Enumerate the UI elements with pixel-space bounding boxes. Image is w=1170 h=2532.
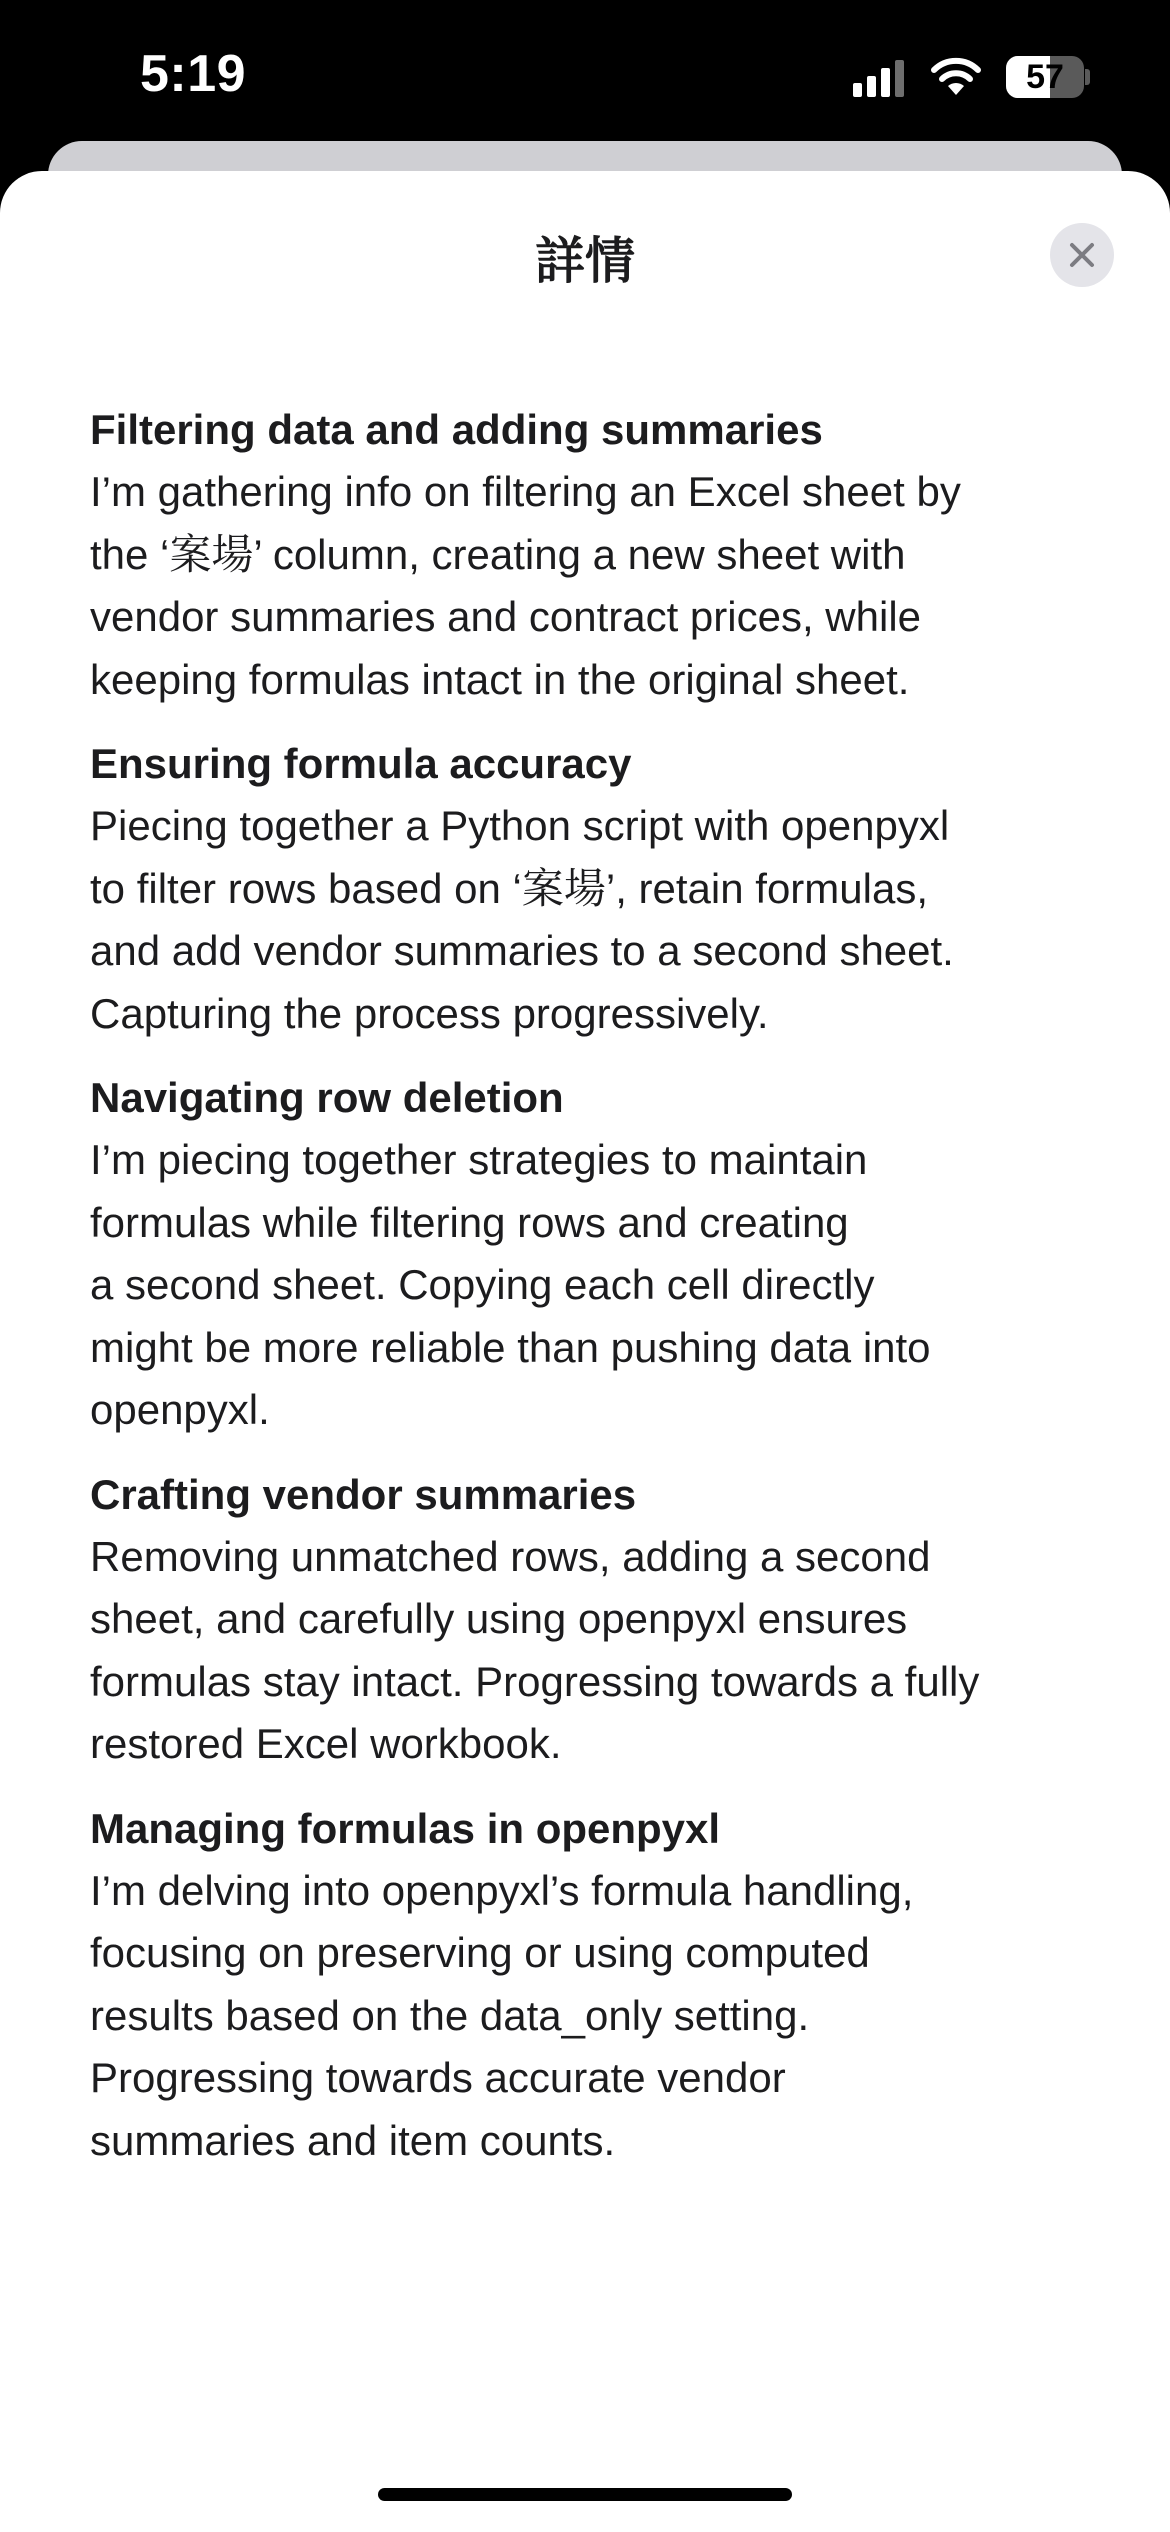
- details-content: [90, 399, 1090, 2194]
- status-time: 5:19: [140, 45, 247, 103]
- section-body: I’m delving into openpyxl’s formula handling, focusing on preserving or using computed results based on the data_only setting. Progressing towards accurate vendor summaries and item counts.: [90, 1866, 914, 2164]
- summary-section: [90, 1798, 1090, 2173]
- section-heading: Managing formulas in openpyxl: [90, 1804, 721, 1852]
- wifi-icon: [930, 57, 982, 97]
- sheet-title: 詳情: [535, 233, 635, 289]
- close-icon: [1068, 241, 1096, 269]
- section-heading: Filtering data and adding summaries: [90, 406, 823, 453]
- battery-level: 57: [1026, 58, 1064, 96]
- battery-icon: [1006, 56, 1090, 98]
- section-heading: Navigating row deletion: [90, 1074, 564, 1121]
- cellular-signal-icon: [853, 57, 904, 97]
- home-indicator[interactable]: [378, 2488, 792, 2501]
- summary-section: [90, 399, 1090, 711]
- section-body: Piecing together a Python script with openpyxl to filter rows based on ‘案場’, retain formulas, and add vendor summaries to a second sheet. Capturing the process progressively.: [90, 802, 954, 1037]
- status-bar: [0, 0, 1170, 150]
- summary-section: [90, 1464, 1090, 1776]
- section-body: I’m gathering info on filtering an Excel sheet by the ‘案場’ column, creating a new sheet with vendor summaries and contract prices, while keeping formulas intact in the original sheet.: [90, 468, 961, 703]
- close-button[interactable]: [1050, 223, 1114, 287]
- status-icons: [853, 54, 1090, 100]
- summary-section: [90, 733, 1090, 1045]
- section-body: Removing unmatched rows, adding a second sheet, and carefully using openpyxl ensures formulas stay intact. Progressing towards a fully restored Excel workbook.: [90, 1532, 980, 1767]
- section-heading: Ensuring formula accuracy: [90, 740, 632, 787]
- section-heading: Crafting vendor summaries: [90, 1470, 637, 1518]
- summary-section: [90, 1067, 1090, 1442]
- details-sheet: [0, 171, 1170, 2532]
- section-body: I’m piecing together strategies to maintain formulas while filtering rows and creating a second sheet. Copying each cell directly might be more reliable than pushing data into openpyxl.: [90, 1136, 931, 1433]
